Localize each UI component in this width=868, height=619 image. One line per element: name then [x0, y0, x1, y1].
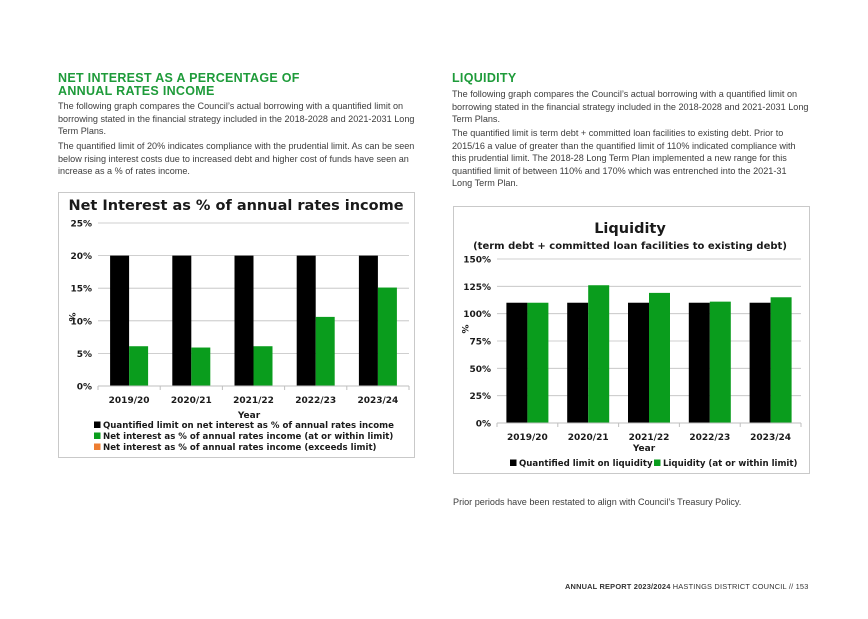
net-interest-chart-svg — [59, 193, 414, 457]
y-tick-label: 75% — [469, 337, 491, 348]
bar — [527, 303, 548, 423]
bar — [235, 256, 254, 386]
text-line: The following graph compares the Council’s actual borrowing with a quantified limit on — [58, 101, 404, 111]
y-tick-label: 125% — [463, 282, 491, 293]
text-line: borrowing stated in the financial strategy included in the 2018-2028 and 2021-2031 Long — [58, 113, 415, 124]
bar — [297, 256, 316, 386]
text-line: Term Plans. — [452, 114, 501, 125]
legend-swatch — [510, 460, 517, 467]
x-tick-label: 2021/22 — [233, 396, 274, 406]
legend-swatch — [94, 444, 101, 451]
y-axis-label: % — [459, 324, 469, 334]
bar — [567, 303, 588, 423]
bar — [628, 303, 649, 423]
y-tick-label: 25% — [469, 392, 491, 403]
liquidity-chart-svg — [454, 207, 809, 473]
text-line: 2015/16 a value of greater than the quantified limit of 110% indicated compliance with — [452, 140, 796, 151]
y-tick-label: 10% — [70, 317, 92, 328]
page-footer — [565, 582, 809, 591]
y-tick-label: 5% — [76, 349, 92, 360]
legend-label: Liquidity (at or within limit) — [663, 459, 798, 469]
legend-label: Net interest as % of annual rates income (at or within limit) — [103, 432, 394, 442]
text-line: borrowing stated in the financial strategy included in the 2018-2028 and 2021-2031 Long — [452, 101, 809, 112]
y-tick-label: 25% — [70, 219, 92, 230]
legend-swatch — [654, 460, 661, 467]
bar — [191, 348, 210, 386]
bar — [710, 302, 731, 423]
bar — [649, 293, 670, 423]
y-tick-label: 100% — [463, 310, 491, 321]
text-line: Long Term Plan. — [452, 178, 519, 189]
bar — [316, 317, 335, 386]
footer-report-title: ANNUAL REPORT 2023/2024 — [565, 582, 671, 591]
restatement-note: Prior periods have been restated to align with Council’s Treasury Policy. — [453, 497, 742, 507]
y-tick-label: 20% — [70, 252, 92, 263]
bar — [110, 256, 129, 386]
legend-label: Quantified limit on net interest as % of annual rates income — [103, 421, 394, 431]
bar — [689, 303, 710, 423]
bar — [750, 303, 771, 423]
bar — [506, 303, 527, 423]
text-line: The quantified limit of 20% indicates compliance with the prudential limit. As can be seen — [58, 141, 415, 151]
right-paragraph-1 — [452, 88, 808, 126]
text-line: below rising interest costs due to increased debt and higher cost of funds have seen an — [58, 153, 409, 164]
x-tick-label: 2021/22 — [628, 433, 670, 443]
x-tick-label: 2020/21 — [567, 433, 609, 443]
y-tick-label: 15% — [70, 284, 92, 295]
x-tick-label: 2023/24 — [750, 433, 792, 443]
y-axis-label: % — [66, 312, 76, 322]
legend-swatch — [94, 433, 101, 440]
bar — [254, 346, 273, 386]
x-axis-label: Year — [632, 444, 656, 454]
x-tick-label: 2019/20 — [506, 433, 548, 443]
text-line: The quantified limit is term debt + committed loan facilities to existing debt. Prior to — [452, 128, 784, 138]
legend-label: Quantified limit on liquidity — [519, 459, 653, 469]
left-heading-line: ANNUAL RATES INCOME — [58, 84, 215, 98]
x-tick-label: 2020/21 — [170, 396, 212, 406]
x-tick-label: 2022/23 — [295, 396, 337, 406]
text-line: The following graph compares the Council’s actual borrowing with a quantified limit on — [452, 89, 798, 99]
chart-title: Net Interest as % of annual rates income — [68, 198, 404, 214]
bar — [359, 256, 378, 386]
bar — [771, 297, 792, 423]
right-heading: LIQUIDITY — [452, 71, 517, 85]
y-tick-label: 0% — [76, 382, 92, 393]
liquidity-chart — [453, 206, 810, 474]
text-line: quantified limit of between 110% and 170% which was entrenched into the 2021-31 — [452, 165, 787, 176]
x-tick-label: 2022/23 — [689, 433, 731, 443]
left-paragraph-2 — [58, 140, 414, 178]
left-heading — [58, 72, 300, 98]
chart-subtitle: (term debt + committed loan facilities to existing debt) — [473, 241, 787, 252]
x-axis-label: Year — [237, 411, 261, 421]
y-tick-label: 150% — [463, 255, 491, 266]
y-tick-label: 0% — [475, 419, 491, 430]
left-paragraph-1 — [58, 100, 414, 138]
bar — [588, 285, 609, 423]
legend-label: Net interest as % of annual rates income (exceeds limit) — [103, 443, 377, 453]
chart-title: Liquidity — [594, 221, 666, 237]
y-tick-label: 50% — [469, 364, 491, 375]
text-line: increase as a % of rates income. — [58, 166, 190, 177]
x-tick-label: 2023/24 — [357, 396, 399, 406]
text-line: this prudential limit. The 2018-28 Long Term Plan implemented a new range for this — [452, 153, 787, 164]
right-paragraph-2 — [452, 127, 796, 190]
bar — [172, 256, 191, 386]
footer-council-page: HASTINGS DISTRICT COUNCIL // 153 — [670, 582, 809, 591]
x-tick-label: 2019/20 — [108, 396, 150, 406]
bar — [378, 288, 397, 386]
text-line: Term Plans. — [58, 126, 107, 137]
net-interest-chart — [58, 192, 415, 458]
legend-swatch — [94, 422, 101, 429]
left-heading-line: NET INTEREST AS A PERCENTAGE OF — [58, 71, 300, 85]
bar — [129, 346, 148, 386]
